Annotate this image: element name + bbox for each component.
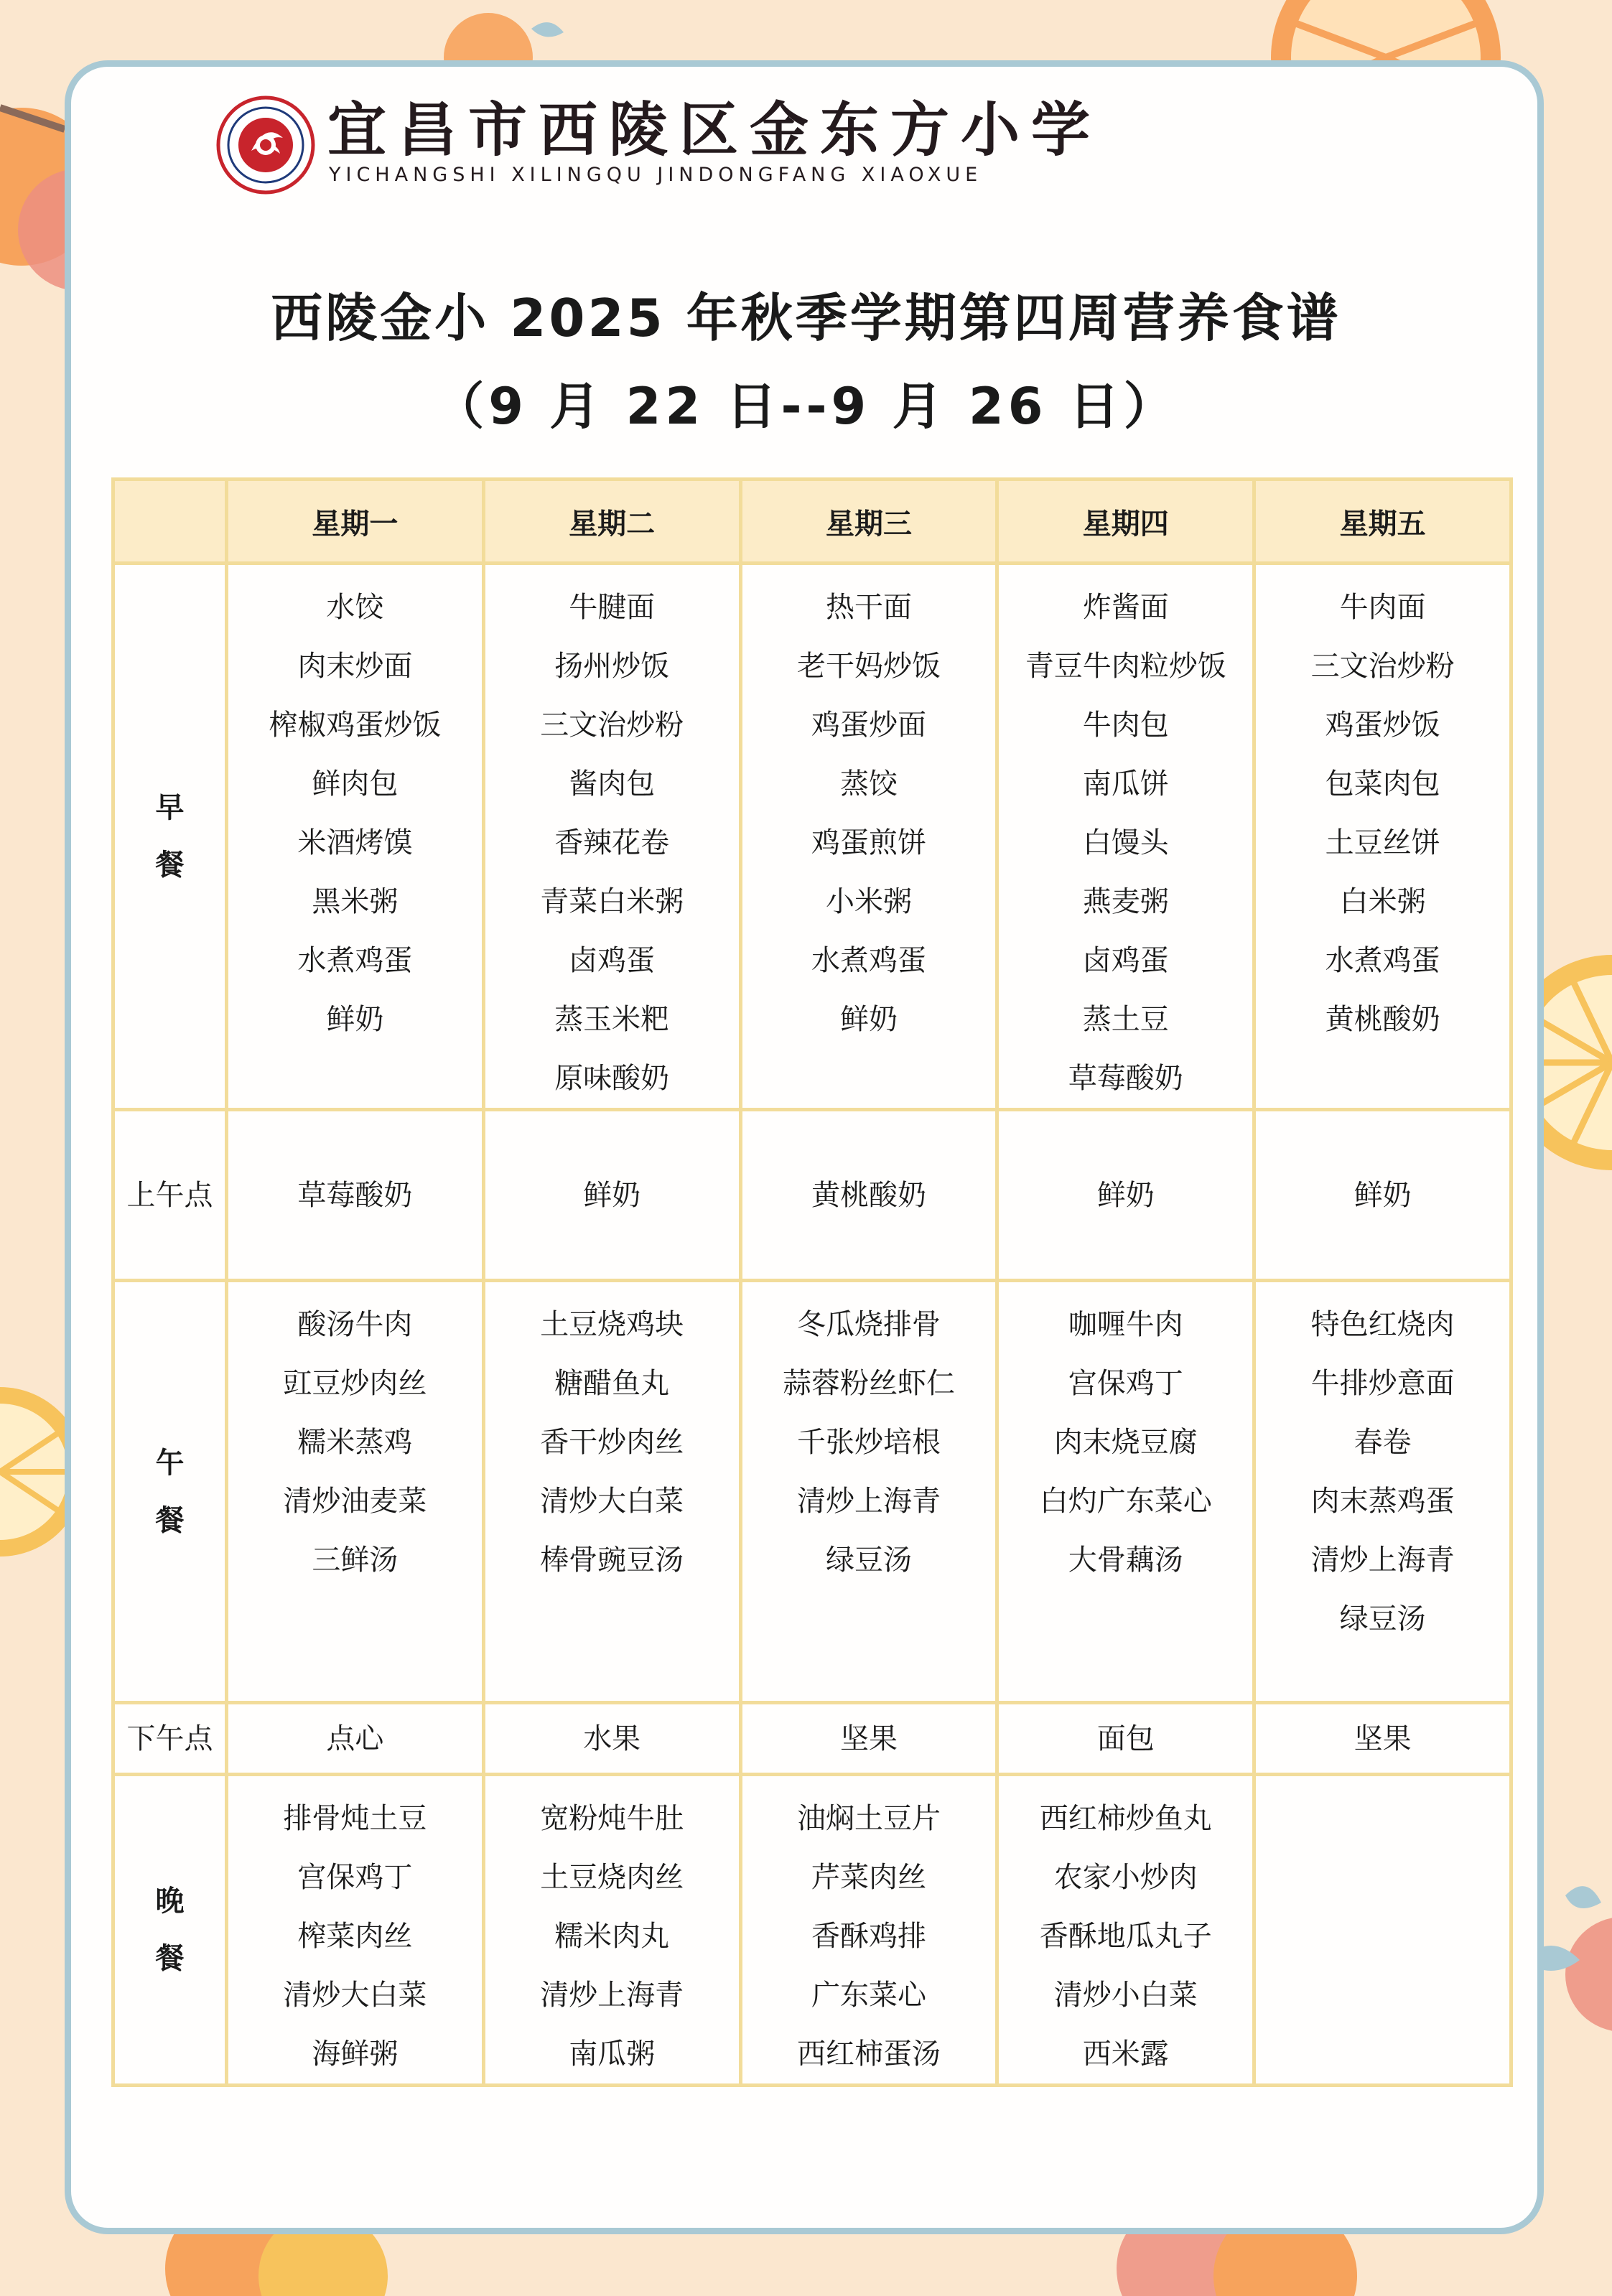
dish-item: 白米粥 [1339,885,1426,918]
page-title: 西陵金小 2025 年秋季学期第四周营养食谱 [271,288,1341,348]
dish-item: 清炒上海青 [1310,1544,1455,1577]
meal-row-morning-snack [113,1110,1511,1281]
dish-item: 白灼广东菜心 [1039,1485,1212,1518]
menu-cell [483,1703,740,1775]
dish-item: 清炒上海青 [796,1485,941,1518]
dish-item: 千张炒培根 [796,1426,941,1459]
menu-cell [1254,564,1511,1110]
dish-item: 包菜肉包 [1325,767,1440,801]
dish-item: 三文治炒粉 [540,709,684,742]
dish-item: 原味酸奶 [554,1062,670,1095]
dish-item: 香辣花卷 [554,826,670,859]
dish-item: 榨椒鸡蛋炒饭 [269,709,442,742]
dish-item: 芹菜肉丝 [811,1861,926,1894]
dish-item: 燕麦粥 [1082,885,1169,918]
meal-label: 早 餐 [113,564,227,1110]
menu-cell [740,1281,997,1703]
menu-table [111,477,1513,2087]
dish-item: 清炒大白菜 [283,1979,427,2012]
meal-label: 下午点 [113,1703,227,1775]
header-day: 星期一 [227,480,484,564]
menu-cell [483,1281,740,1703]
meal-row-lunch [113,1281,1511,1703]
dish-item: 糯米蒸鸡 [297,1426,413,1459]
dish-item: 坚果 [1354,1722,1412,1755]
dish-item: 咖喱牛肉 [1068,1308,1183,1341]
dish-item: 西红柿炒鱼丸 [1039,1802,1212,1835]
dish-item: 绿豆汤 [1339,1602,1426,1635]
dish-item: 酸汤牛肉 [297,1308,413,1341]
menu-cell [227,1703,484,1775]
dish-item: 水煮鸡蛋 [1325,944,1440,977]
dish-item: 米酒烤馍 [297,826,413,859]
dish-item: 水饺 [326,591,384,624]
dish-item: 宫保鸡丁 [1068,1367,1183,1400]
dish-item: 水煮鸡蛋 [811,944,926,977]
dish-item: 蒸玉米粑 [554,1003,670,1036]
dish-item: 水果 [583,1722,641,1755]
dish-item: 卤鸡蛋 [569,944,656,977]
dish-item: 豇豆炒肉丝 [283,1367,427,1400]
menu-cell [997,1110,1254,1281]
meal-label: 晚 餐 [113,1775,227,2086]
header-day: 星期五 [1254,480,1511,564]
dish-item: 清炒大白菜 [540,1485,684,1518]
menu-cell [997,1703,1254,1775]
menu-cell [1254,1775,1511,2086]
dish-item: 糖醋鱼丸 [554,1367,670,1400]
dish-item: 鲜肉包 [312,767,399,801]
meal-row-dinner [113,1775,1511,2086]
meal-label: 上午点 [113,1110,227,1281]
menu-cell [740,564,997,1110]
dish-item: 牛肉面 [1339,591,1426,624]
dish-item: 鲜奶 [839,1003,898,1036]
dish-item: 蒸饺 [839,767,898,801]
dish-item: 冬瓜烧排骨 [796,1308,941,1341]
meal-row-afternoon-snack [113,1703,1511,1775]
dish-item: 油焖土豆片 [796,1802,941,1835]
dish-item: 鲜奶 [1354,1178,1412,1212]
menu-cell [227,1775,484,2086]
menu-cell [227,1281,484,1703]
header-day: 星期二 [483,480,740,564]
dish-item: 酱肉包 [569,767,656,801]
dish-item: 牛腱面 [569,591,656,624]
dish-item: 蒜蓉粉丝虾仁 [782,1367,955,1400]
dish-item: 南瓜饼 [1082,767,1169,801]
menu-cell [997,564,1254,1110]
dish-item: 鸡蛋炒面 [811,709,926,742]
dish-item: 牛肉包 [1082,709,1169,742]
dish-item: 糯米肉丸 [554,1920,670,1953]
dish-item: 棒骨豌豆汤 [540,1544,684,1577]
dish-item: 清炒油麦菜 [283,1485,427,1518]
menu-cell [1254,1281,1511,1703]
dish-item: 蒸土豆 [1082,1003,1169,1036]
menu-cell [997,1281,1254,1703]
dish-item: 青豆牛肉粒炒饭 [1025,650,1226,683]
dish-item: 土豆丝饼 [1325,826,1440,859]
dish-item: 肉末烧豆腐 [1053,1426,1198,1459]
dish-item: 扬州炒饭 [554,650,670,683]
dish-item: 黑米粥 [312,885,399,918]
menu-cell [227,564,484,1110]
table-header-row [113,480,1511,564]
dish-item: 鸡蛋煎饼 [811,826,926,859]
dish-item: 鸡蛋炒饭 [1325,709,1440,742]
dish-item: 西米露 [1082,2038,1169,2071]
dish-item: 青菜白米粥 [540,885,684,918]
dish-item: 清炒上海青 [540,1979,684,2012]
menu-cell [483,1775,740,2086]
dish-item: 农家小炒肉 [1053,1861,1198,1894]
dish-item: 广东菜心 [811,1979,926,2012]
dish-item: 老干妈炒饭 [796,650,941,683]
dish-item: 黄桃酸奶 [1325,1003,1440,1036]
meal-label: 午 餐 [113,1281,227,1703]
dish-item: 三文治炒粉 [1310,650,1455,683]
school-pinyin: YICHANGSHI XILINGQU JINDONGFANG XIAOXUE [329,164,983,186]
dish-item: 土豆烧鸡块 [540,1308,684,1341]
dish-item: 清炒小白菜 [1053,1979,1198,2012]
menu-cell [997,1775,1254,2086]
dish-item: 卤鸡蛋 [1082,944,1169,977]
dish-item: 面包 [1096,1722,1155,1755]
dish-item: 草莓酸奶 [297,1178,413,1212]
dish-item: 炸酱面 [1082,591,1169,624]
dish-item: 鲜奶 [326,1003,384,1036]
dish-item: 土豆烧肉丝 [540,1861,684,1894]
dish-item: 坚果 [839,1722,898,1755]
menu-cell [1254,1110,1511,1281]
menu-cell [483,1110,740,1281]
dish-item: 特色红烧肉 [1310,1308,1455,1341]
menu-cell [740,1703,997,1775]
dish-item: 小米粥 [825,885,912,918]
dish-item: 黄桃酸奶 [811,1178,926,1212]
menu-cell [1254,1703,1511,1775]
header-day: 星期四 [997,480,1254,564]
dish-item: 点心 [326,1722,384,1755]
school-name: 宜昌市西陵区金东方小学 [327,95,1102,164]
dish-item: 肉末蒸鸡蛋 [1310,1485,1455,1518]
school-logo-icon [215,95,316,195]
dish-item: 热干面 [825,591,912,624]
date-range: （9 月 22 日--9 月 26 日） [434,377,1178,436]
dish-item: 草莓酸奶 [1068,1062,1183,1095]
dish-item: 排骨炖土豆 [283,1802,427,1835]
menu-cell [483,564,740,1110]
dish-item: 宽粉炖牛肚 [540,1802,684,1835]
dish-item: 西红柿蛋汤 [796,2038,941,2071]
menu-cell [740,1775,997,2086]
dish-item: 鲜奶 [583,1178,641,1212]
dish-item: 榨菜肉丝 [297,1920,413,1953]
dish-item: 海鲜粥 [312,2038,399,2071]
dish-item: 香干炒肉丝 [540,1426,684,1459]
dish-item: 香酥地瓜丸子 [1039,1920,1212,1953]
menu-cell [740,1110,997,1281]
header-day: 星期三 [740,480,997,564]
dish-item: 南瓜粥 [569,2038,656,2071]
dish-item: 鲜奶 [1096,1178,1155,1212]
dish-item: 牛排炒意面 [1310,1367,1455,1400]
dish-item: 三鲜汤 [312,1544,399,1577]
meal-row-breakfast [113,564,1511,1110]
dish-item: 宫保鸡丁 [297,1861,413,1894]
dish-item: 绿豆汤 [825,1544,912,1577]
header-corner [113,480,227,564]
dish-item: 肉末炒面 [297,650,413,683]
dish-item: 春卷 [1354,1426,1412,1459]
dish-item: 大骨藕汤 [1068,1544,1183,1577]
dish-item: 香酥鸡排 [811,1920,926,1953]
menu-cell [227,1110,484,1281]
dish-item: 白馒头 [1082,826,1169,859]
dish-item: 水煮鸡蛋 [297,944,413,977]
